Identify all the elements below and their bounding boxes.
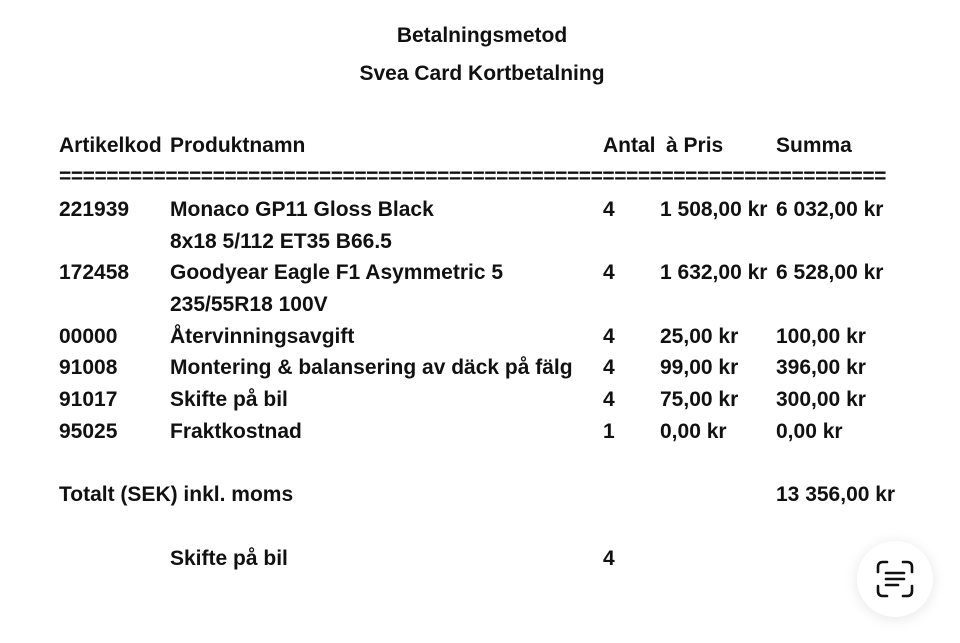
row-code: 95025 [59,420,118,443]
row-code: 91008 [59,356,118,379]
total-value: 13 356,00 kr [776,483,896,506]
row-name: Goodyear Eagle F1 Asymmetric 5 [170,261,504,284]
header-a-pris: à Pris [666,134,724,157]
row-qty: 4 [603,356,615,379]
row-code: 00000 [59,325,118,348]
scan-text-icon [874,558,916,600]
header-produktnamn: Produktnamn [170,134,306,157]
row-qty: 4 [603,261,615,284]
row-code: 221939 [59,198,130,221]
row-qty: 4 [603,325,615,348]
row-name: Fraktkostnad [170,420,302,443]
row-price: 1 632,00 kr [660,261,768,284]
row-qty: 4 [603,198,615,221]
row-price: 75,00 kr [660,388,739,411]
row-name-line2: 8x18 5/112 ET35 B66.5 [170,230,392,253]
row-sum: 0,00 kr [776,420,843,443]
row-sum: 100,00 kr [776,325,866,348]
header-antal: Antal [603,134,656,157]
row-sum: 6 528,00 kr [776,261,884,284]
separator-line: ====================================================================== [59,165,886,188]
live-text-button[interactable] [857,541,933,617]
row-qty: 4 [603,388,615,411]
row-name: Monaco GP11 Gloss Black [170,198,434,221]
row-price: 1 508,00 kr [660,198,768,221]
payment-method: Svea Card Kortbetalning [359,62,605,85]
row-name: Montering & balansering av däck på fälg [170,356,573,379]
row-price: 99,00 kr [660,356,739,379]
row-name-line2: 235/55R18 100V [170,293,328,316]
row-sum: 6 032,00 kr [776,198,884,221]
row-code: 91017 [59,388,118,411]
header-artikelkod: Artikelkod [59,134,162,157]
row-qty: 1 [603,420,615,443]
row-price: 0,00 kr [660,420,727,443]
row-price: 25,00 kr [660,325,739,348]
total-label: Totalt (SEK) inkl. moms [59,483,294,506]
extra-row-qty: 4 [603,547,615,570]
row-name: Skifte på bil [170,388,288,411]
header-summa: Summa [776,134,852,157]
row-sum: 300,00 kr [776,388,866,411]
extra-row-name: Skifte på bil [170,547,288,570]
row-name: Återvinningsavgift [170,325,355,348]
row-code: 172458 [59,261,130,284]
page-title: Betalningsmetod [396,24,568,47]
row-sum: 396,00 kr [776,356,866,379]
